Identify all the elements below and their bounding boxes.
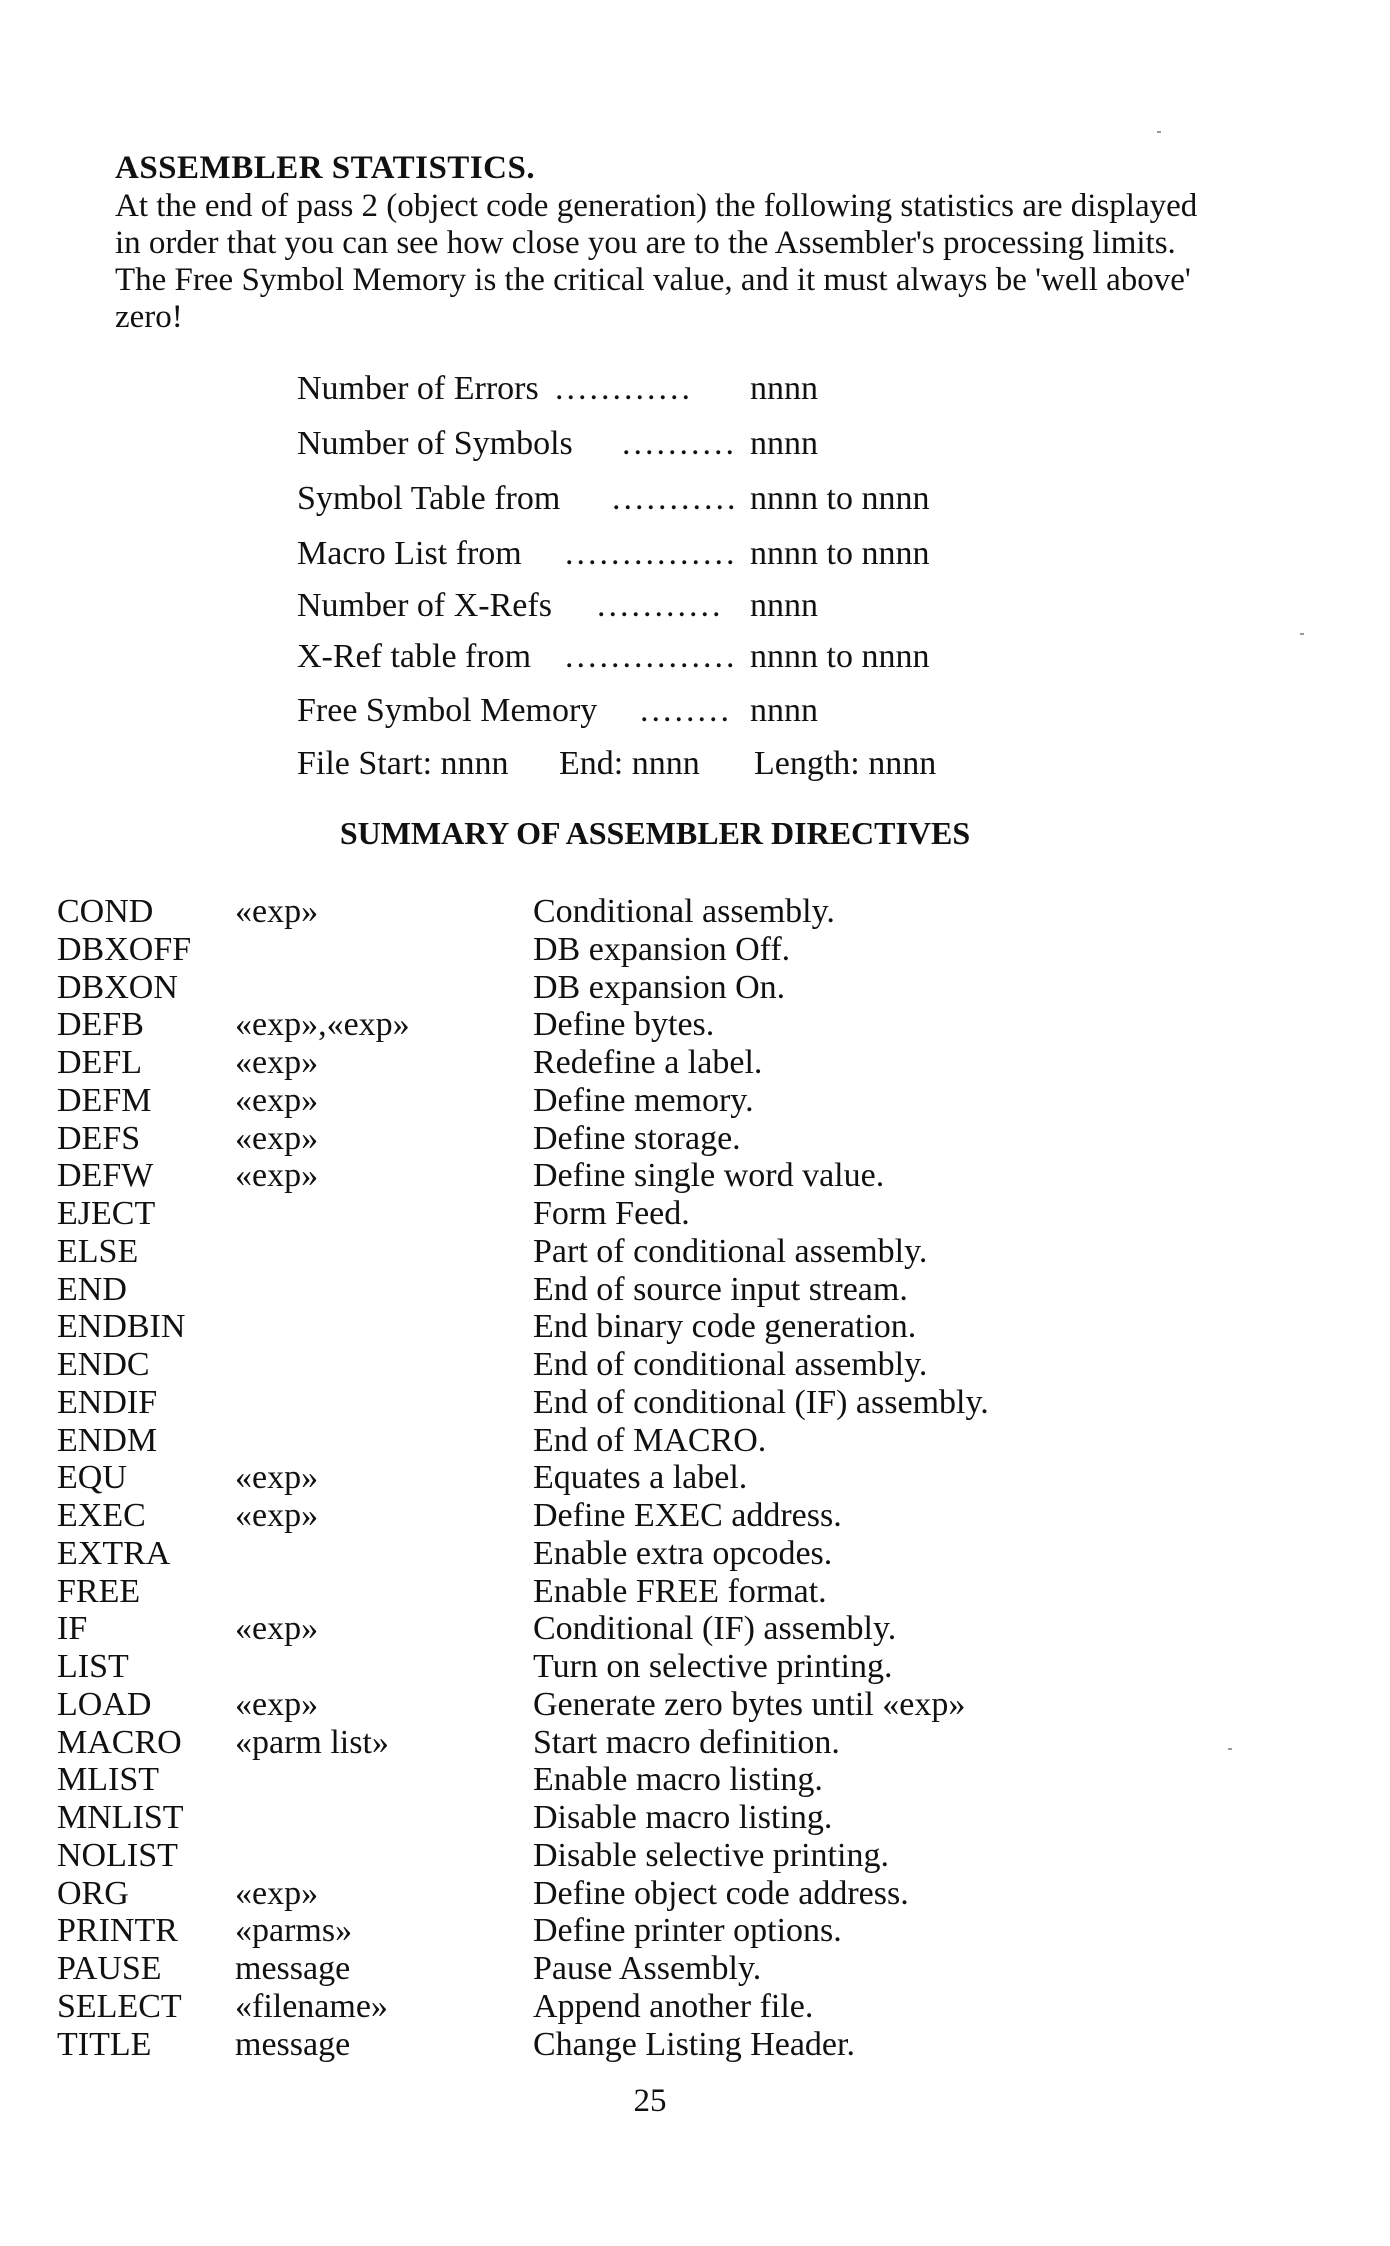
directive-name: DEFW bbox=[57, 1157, 154, 1195]
directive-row bbox=[0, 893, 1390, 931]
directive-name: MACRO bbox=[57, 1723, 182, 1761]
stat-value: nnnn bbox=[750, 692, 818, 729]
directive-row bbox=[0, 1799, 1390, 1837]
scan-speck bbox=[1300, 633, 1304, 635]
directive-argument: «exp» bbox=[235, 1157, 319, 1195]
dot-leader: .......... bbox=[622, 425, 737, 462]
directive-name: LOAD bbox=[57, 1685, 152, 1723]
directive-name: EJECT bbox=[57, 1195, 156, 1232]
stat-label: Number of Symbols bbox=[297, 425, 573, 462]
directive-name: DBXOFF bbox=[57, 930, 192, 968]
directive-description: Equates a label. bbox=[533, 1459, 748, 1497]
directive-row bbox=[0, 1082, 1390, 1120]
directive-row bbox=[0, 1535, 1390, 1573]
directive-argument: «exp» bbox=[235, 1081, 319, 1119]
directive-description: Turn on selective printing. bbox=[533, 1648, 893, 1685]
directive-description: Define bytes. bbox=[533, 1006, 715, 1044]
directive-description: Conditional (IF) assembly. bbox=[533, 1610, 897, 1648]
directive-description: Define EXEC address. bbox=[533, 1497, 842, 1534]
page-number: 25 bbox=[633, 2083, 667, 2119]
directive-description: End of conditional assembly. bbox=[533, 1346, 928, 1383]
directive-name: NOLIST bbox=[57, 1836, 178, 1874]
stat-label: Macro List from bbox=[297, 535, 522, 572]
dot-leader: ............ bbox=[555, 370, 693, 407]
stat-label: X-Ref table from bbox=[297, 638, 532, 675]
directive-row bbox=[0, 1610, 1390, 1648]
directive-name: MNLIST bbox=[57, 1799, 184, 1836]
intro-line: zero! bbox=[115, 299, 183, 335]
directive-description: Enable FREE format. bbox=[533, 1572, 827, 1610]
directive-name: DEFS bbox=[57, 1119, 141, 1157]
directive-name: EXTRA bbox=[57, 1534, 171, 1572]
directive-name: EXEC bbox=[57, 1497, 146, 1534]
directive-row bbox=[0, 1497, 1390, 1535]
directive-name: DEFM bbox=[57, 1081, 152, 1119]
directive-row bbox=[0, 1875, 1390, 1913]
directive-row bbox=[0, 1233, 1390, 1271]
directive-row bbox=[0, 1573, 1390, 1611]
dot-leader: ........... bbox=[612, 480, 739, 517]
directive-name: SELECT bbox=[57, 1987, 182, 2025]
directive-argument: message bbox=[235, 2025, 351, 2063]
stat-row-xref-table bbox=[297, 638, 930, 676]
directive-row bbox=[0, 969, 1390, 1007]
file-end: End: nnnn bbox=[559, 745, 700, 782]
directive-row bbox=[0, 1157, 1390, 1195]
directive-name: PAUSE bbox=[57, 1950, 162, 1987]
directive-name: END bbox=[57, 1270, 127, 1308]
directive-description: Conditional assembly. bbox=[533, 893, 835, 930]
directive-name: ORG bbox=[57, 1874, 129, 1912]
directive-argument: «exp» bbox=[235, 1497, 319, 1534]
summary-title: SUMMARY OF ASSEMBLER DIRECTIVES bbox=[339, 815, 971, 851]
directive-name: EQU bbox=[57, 1459, 127, 1497]
stat-row-errors bbox=[297, 370, 818, 408]
scan-speck bbox=[1228, 1748, 1232, 1750]
stat-label: Free Symbol Memory bbox=[297, 692, 598, 729]
stat-row-symbols bbox=[297, 425, 818, 463]
stat-value: nnnn bbox=[750, 587, 818, 624]
directive-description: Append another file. bbox=[533, 1987, 814, 2025]
directive-name: IF bbox=[57, 1610, 88, 1648]
stat-value: nnnn bbox=[750, 425, 818, 462]
intro-paragraph bbox=[115, 188, 1305, 336]
directive-description: DB expansion On. bbox=[533, 968, 786, 1006]
directive-argument: «parms» bbox=[235, 1912, 353, 1950]
dot-leader: ........... bbox=[597, 587, 724, 624]
directive-name: FREE bbox=[57, 1572, 141, 1610]
directive-description: End of source input stream. bbox=[533, 1270, 908, 1308]
directive-description: Pause Assembly. bbox=[533, 1950, 762, 1987]
directive-row bbox=[0, 1195, 1390, 1233]
directive-name: DEFB bbox=[57, 1006, 144, 1044]
file-length: Length: nnnn bbox=[754, 745, 937, 782]
directive-description: Disable selective printing. bbox=[533, 1836, 889, 1874]
directive-row bbox=[0, 1422, 1390, 1460]
directive-name: ENDIF bbox=[57, 1383, 158, 1421]
directive-name: DEFL bbox=[57, 1044, 142, 1081]
directive-description: End of MACRO. bbox=[533, 1421, 767, 1459]
directive-row bbox=[0, 1724, 1390, 1762]
intro-line: At the end of pass 2 (object code generation) the following statistics are displayed bbox=[115, 188, 1198, 224]
directive-name: LIST bbox=[57, 1648, 129, 1685]
directive-argument: «exp» bbox=[235, 1685, 319, 1723]
directive-argument: «exp» bbox=[235, 1459, 319, 1497]
intro-line: The Free Symbol Memory is the critical value, and it must always be 'well above' bbox=[115, 262, 1191, 298]
directive-argument: «exp» bbox=[235, 1119, 319, 1157]
file-start: File Start: nnnn bbox=[297, 745, 509, 782]
stat-row-symbol-table bbox=[297, 480, 930, 518]
directive-row bbox=[0, 1271, 1390, 1309]
directive-description: Define printer options. bbox=[533, 1912, 842, 1950]
directive-description: Part of conditional assembly. bbox=[533, 1232, 928, 1270]
directive-row bbox=[0, 1648, 1390, 1686]
directive-row bbox=[0, 1120, 1390, 1158]
directive-row bbox=[0, 1761, 1390, 1799]
directive-row bbox=[0, 2026, 1390, 2064]
section-heading: ASSEMBLER STATISTICS. bbox=[115, 150, 536, 186]
directive-description: Change Listing Header. bbox=[533, 2025, 855, 2063]
directive-description: Form Feed. bbox=[533, 1195, 690, 1232]
directive-row bbox=[0, 1912, 1390, 1950]
directive-row bbox=[0, 1044, 1390, 1082]
directive-description: Enable macro listing. bbox=[533, 1761, 823, 1799]
intro-line: in order that you can see how close you are to the Assembler's processing limits. bbox=[115, 225, 1176, 261]
directive-argument: «parm list» bbox=[235, 1723, 389, 1761]
directive-description: Define storage. bbox=[533, 1119, 741, 1157]
directive-description: Start macro definition. bbox=[533, 1723, 840, 1761]
directive-row bbox=[0, 1988, 1390, 2026]
directive-description: Enable extra opcodes. bbox=[533, 1534, 833, 1572]
stat-row-macro-list bbox=[297, 535, 930, 573]
directive-row bbox=[0, 931, 1390, 969]
directive-argument: «exp» bbox=[235, 893, 319, 930]
directive-name: PRINTR bbox=[57, 1912, 178, 1950]
directive-argument: «filename» bbox=[235, 1987, 388, 2025]
directive-description: Define object code address. bbox=[533, 1874, 909, 1912]
directive-description: Generate zero bytes until «exp» bbox=[533, 1685, 966, 1723]
directive-argument: «exp» bbox=[235, 1610, 319, 1648]
directive-name: COND bbox=[57, 893, 154, 930]
directive-description: End binary code generation. bbox=[533, 1308, 917, 1346]
stat-label: Number of Errors bbox=[297, 370, 539, 407]
stat-row-free-memory bbox=[297, 692, 818, 730]
directive-description: DB expansion Off. bbox=[533, 930, 791, 968]
stat-row-xrefs bbox=[297, 587, 818, 625]
directive-row bbox=[0, 1006, 1390, 1044]
directive-name: ENDC bbox=[57, 1346, 150, 1383]
directive-argument: «exp»,«exp» bbox=[235, 1006, 410, 1044]
stat-label: Number of X-Refs bbox=[297, 587, 552, 624]
dot-leader: ........ bbox=[640, 692, 732, 729]
directive-row bbox=[0, 1308, 1390, 1346]
directive-argument: «exp» bbox=[235, 1044, 319, 1081]
directive-argument: «exp» bbox=[235, 1874, 319, 1912]
directive-row bbox=[0, 1346, 1390, 1384]
stat-value: nnnn bbox=[750, 370, 818, 407]
directive-name: MLIST bbox=[57, 1761, 159, 1799]
directive-description: Define memory. bbox=[533, 1081, 754, 1119]
directive-argument: message bbox=[235, 1950, 351, 1987]
directive-row bbox=[0, 1837, 1390, 1875]
directive-name: ENDBIN bbox=[57, 1308, 186, 1346]
stat-value: nnnn to nnnn bbox=[750, 480, 930, 517]
stat-value: nnnn to nnnn bbox=[750, 535, 930, 572]
dot-leader: ............... bbox=[565, 638, 738, 675]
directive-name: TITLE bbox=[57, 2025, 152, 2063]
dot-leader: ............... bbox=[565, 535, 738, 572]
directive-description: Disable macro listing. bbox=[533, 1799, 833, 1836]
directive-name: ENDM bbox=[57, 1421, 158, 1459]
directive-description: Redefine a label. bbox=[533, 1044, 763, 1081]
directive-row bbox=[0, 1459, 1390, 1497]
stat-value: nnnn to nnnn bbox=[750, 638, 930, 675]
directive-name: DBXON bbox=[57, 968, 178, 1006]
directive-row bbox=[0, 1686, 1390, 1724]
directive-name: ELSE bbox=[57, 1232, 139, 1270]
directive-row bbox=[0, 1384, 1390, 1422]
directive-row bbox=[0, 1950, 1390, 1988]
directive-description: End of conditional (IF) assembly. bbox=[533, 1383, 989, 1421]
scan-speck bbox=[1157, 131, 1161, 133]
directive-description: Define single word value. bbox=[533, 1157, 885, 1195]
stat-label: Symbol Table from bbox=[297, 480, 561, 517]
